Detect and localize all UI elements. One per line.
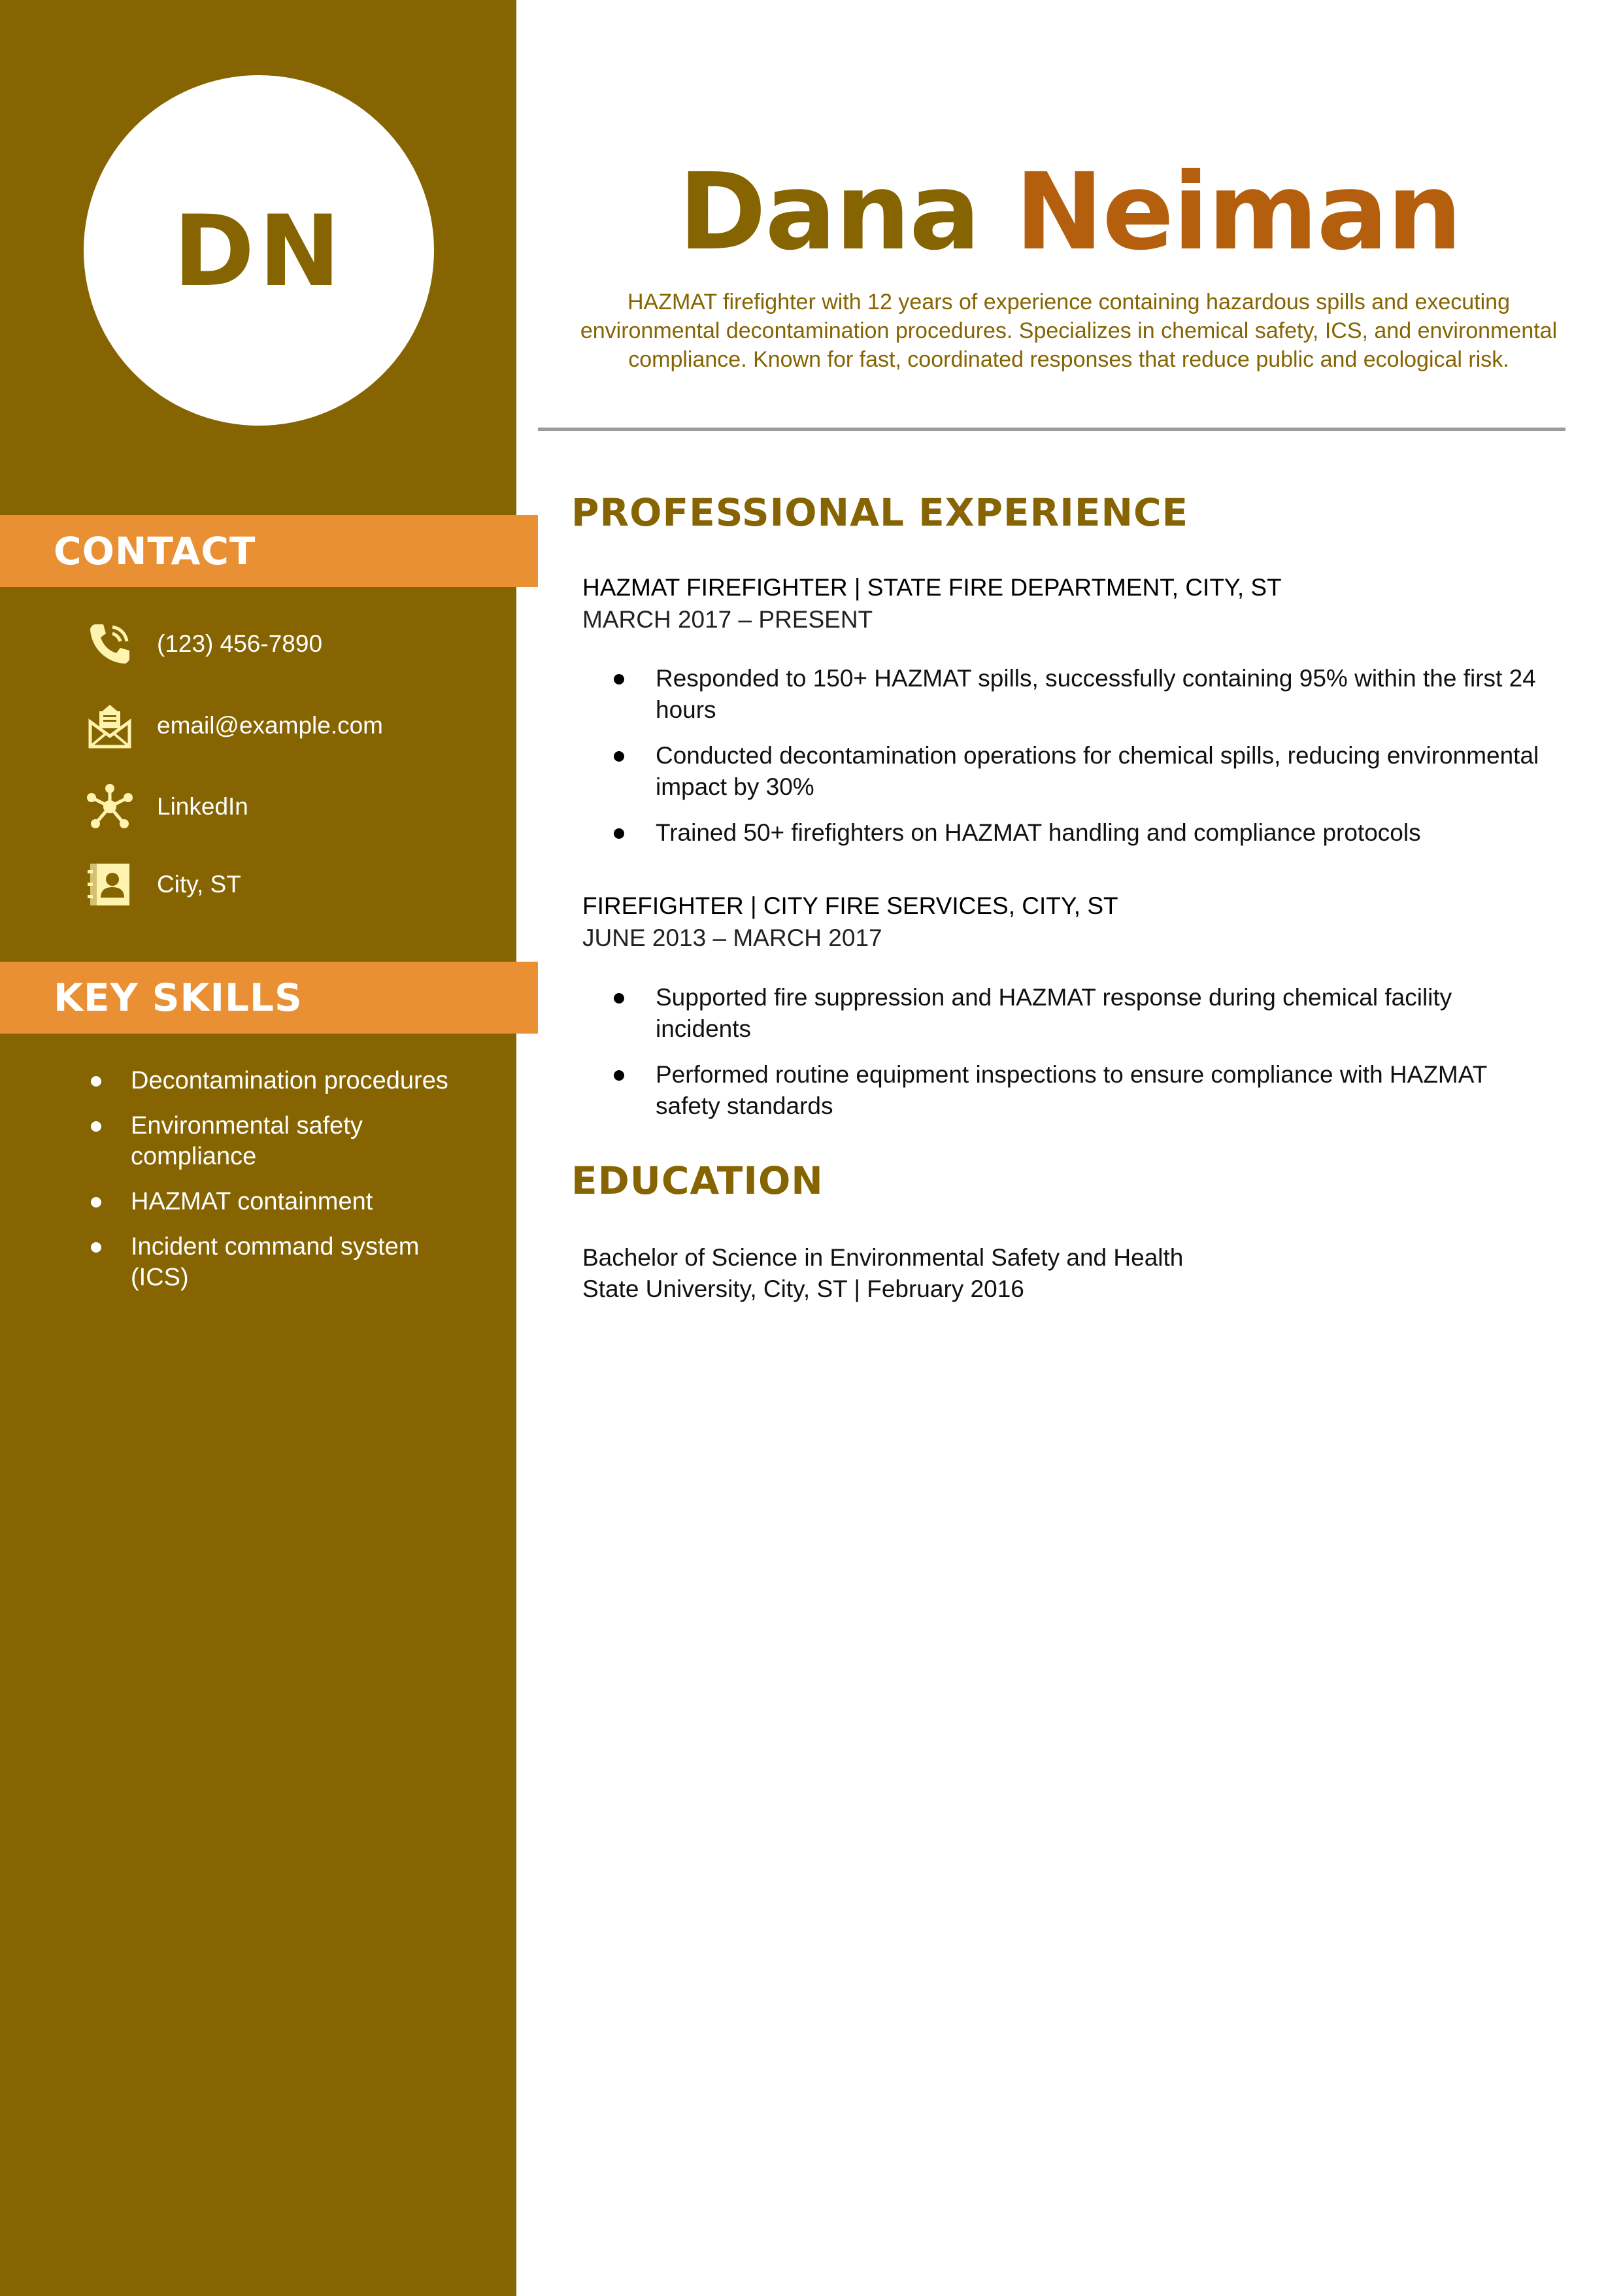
skill-item: Incident command system (ICS) — [88, 1232, 480, 1293]
degree: Bachelor of Science in Environmental Safety and Health — [582, 1244, 1184, 1271]
contact-card-icon — [85, 860, 135, 909]
job-bullet: Performed routine equipment inspections to ensure compliance with HAZMAT safety standards — [582, 1059, 1550, 1122]
job-title: FIREFIGHTER | CITY FIRE SERVICES, CITY, ST — [582, 892, 1118, 919]
divider — [538, 428, 1565, 431]
job-title: HAZMAT FIREFIGHTER | STATE FIRE DEPARTMENT, CITY, ST — [582, 574, 1282, 601]
skills-header — [0, 962, 538, 1034]
job-bullet: Conducted decontamination operations for chemical spills, reducing environmental impact by 30% — [582, 740, 1550, 803]
phone-text: (123) 456-7890 — [157, 630, 323, 657]
network-icon — [85, 782, 135, 832]
email-text: email@example.com — [157, 712, 384, 739]
skills-list — [88, 1066, 480, 1308]
location-text: City, ST — [157, 871, 241, 898]
envelope-icon — [85, 701, 135, 751]
skills-heading: KEY SKILLS — [54, 975, 303, 1020]
job-dates: MARCH 2017 – PRESENT — [582, 606, 873, 633]
school: State University, City, ST | February 2016 — [582, 1275, 1024, 1302]
skill-item: Decontamination procedures — [88, 1066, 480, 1096]
education-details — [582, 1242, 1183, 1305]
job-bullet: Trained 50+ firefighters on HAZMAT handling and compliance protocols — [582, 817, 1550, 849]
job-bullet: Supported fire suppression and HAZMAT response during chemical facility incidents — [582, 982, 1550, 1045]
experience-heading: PROFESSIONAL EXPERIENCE — [571, 490, 1189, 535]
linkedin-text: LinkedIn — [157, 793, 248, 820]
job-dates: JUNE 2013 – MARCH 2017 — [582, 924, 882, 951]
candidate-name — [516, 147, 1623, 278]
first-name: Dana — [678, 151, 980, 274]
monogram: DN — [173, 195, 345, 309]
job-bullets — [582, 663, 1550, 863]
sidebar — [0, 0, 516, 2296]
job-bullet: Responded to 150+ HAZMAT spills, successfully containing 95% within the first 24 hours — [582, 663, 1550, 726]
contact-linkedin — [85, 781, 248, 833]
contact-phone — [85, 618, 322, 670]
main-content — [516, 0, 1623, 2296]
job-bullets — [582, 982, 1550, 1136]
skill-item: HAZMAT containment — [88, 1187, 480, 1217]
contact-heading: CONTACT — [54, 529, 256, 573]
contact-header — [0, 515, 538, 587]
phone-icon — [85, 619, 135, 669]
last-name: Neiman — [1014, 151, 1462, 274]
contact-email — [85, 700, 383, 752]
education-heading: EDUCATION — [571, 1158, 824, 1203]
monogram-circle — [84, 75, 434, 426]
contact-location — [85, 858, 241, 911]
summary: HAZMAT firefighter with 12 years of experience containing hazardous spills and executing environmental decontamination procedures. Specializes in chemical safety, ICS, and environmental compliance. Known for fast, coordinated responses that reduce public and ecological risk. — [580, 290, 1558, 372]
skill-item: Environmental safety compliance — [88, 1111, 480, 1172]
